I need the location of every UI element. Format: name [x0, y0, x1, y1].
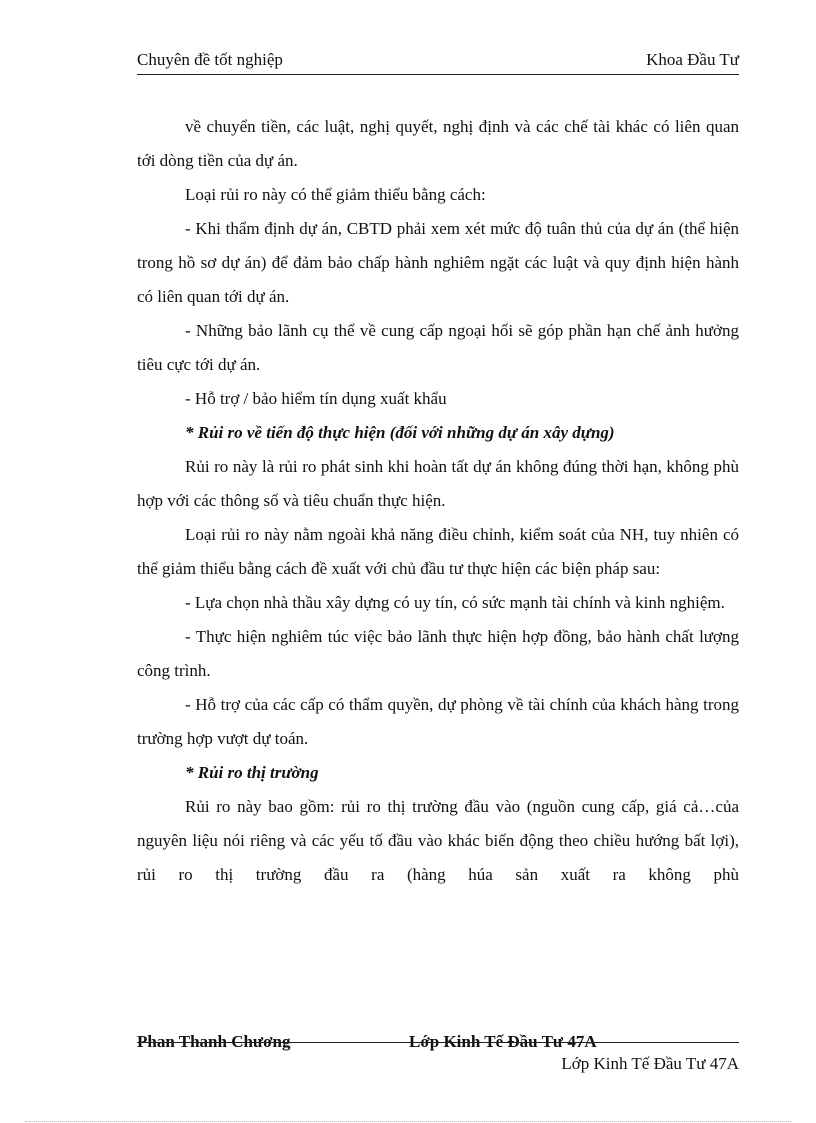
paragraph-continuation: về chuyển tiền, các luật, nghị quyết, nghị định và các chế tài khác có liên quan tới dòng tiền của dự án. [137, 117, 739, 170]
header-faculty: Khoa Đầu Tư [646, 50, 739, 69]
page-body [137, 110, 739, 892]
footer-signature [137, 1032, 739, 1052]
footer-author: Phan Thanh Chương [137, 1032, 291, 1051]
paragraph-bullet-contractor: - Lựa chọn nhà thầu xây dựng có uy tín, có sức mạnh tài chính và kinh nghiệm. [185, 593, 725, 612]
page-break-divider [25, 1121, 791, 1122]
paragraph-schedule-risk-definition: Rủi ro này là rủi ro phát sinh khi hoàn tất dự án không đúng thời hạn, không phù hợp với các thông số và tiêu chuẩn thực hiện. [137, 457, 739, 510]
paragraph-bullet-guarantees: - Những bảo lãnh cụ thể về cung cấp ngoại hối sẽ góp phần hạn chế ảnh hưởng tiêu cực tới dự án. [137, 321, 739, 374]
paragraph-bullet-authority-support: - Hỗ trợ của các cấp có thẩm quyền, dự phòng về tài chính của khách hàng trong trường hợp vượt dự toán. [137, 695, 739, 748]
paragraph-schedule-risk-mitigation: Loại rủi ro này nằm ngoài khả năng điều chỉnh, kiểm soát của NH, tuy nhiên có thể giảm thiểu bằng cách đề xuất với chủ đầu tư thực hiện các biện pháp sau: [137, 525, 739, 578]
paragraph-bullet-appraisal: - Khi thẩm định dự án, CBTD phải xem xét mức độ tuân thủ của dự án (thể hiện trong hồ sơ dự án) để đảm bảo chấp hành nghiêm ngặt các luật và quy định hiện hành có liên quan tới dự án. [137, 219, 739, 306]
footer-strike-line [137, 1042, 739, 1043]
paragraph-bullet-export-credit: - Hỗ trợ / bảo hiểm tín dụng xuất khẩu [185, 389, 447, 408]
section-heading-schedule-risk: * Rủi ro về tiến độ thực hiện (đối với những dự án xây dựng) [185, 423, 615, 442]
paragraph-market-risk: Rủi ro này bao gồm: rủi ro thị trường đầu vào (nguồn cung cấp, giá cả…của nguyên liệu nói riêng và các yếu tố đầu vào khác biến động theo chiều hướng bất lợi), rủi ro thị trường đầu ra (hàng húa sản xuất ra không phù [137, 797, 739, 884]
page-header [137, 48, 739, 75]
footer-class-struck: Lớp Kinh Tế Đầu Tư 47A [409, 1032, 597, 1051]
paragraph-bullet-performance-bond: - Thực hiện nghiêm túc việc bảo lãnh thực hiện hợp đồng, bảo hành chất lượng công trình. [137, 627, 739, 680]
section-heading-market-risk: * Rủi ro thị trường [185, 763, 319, 782]
paragraph-mitigation-intro: Loại rủi ro này có thể giảm thiểu bằng cách: [185, 185, 486, 204]
header-document-type: Chuyên đề tốt nghiệp [137, 50, 283, 69]
footer-class: Lớp Kinh Tế Đầu Tư 47A [561, 1054, 739, 1073]
